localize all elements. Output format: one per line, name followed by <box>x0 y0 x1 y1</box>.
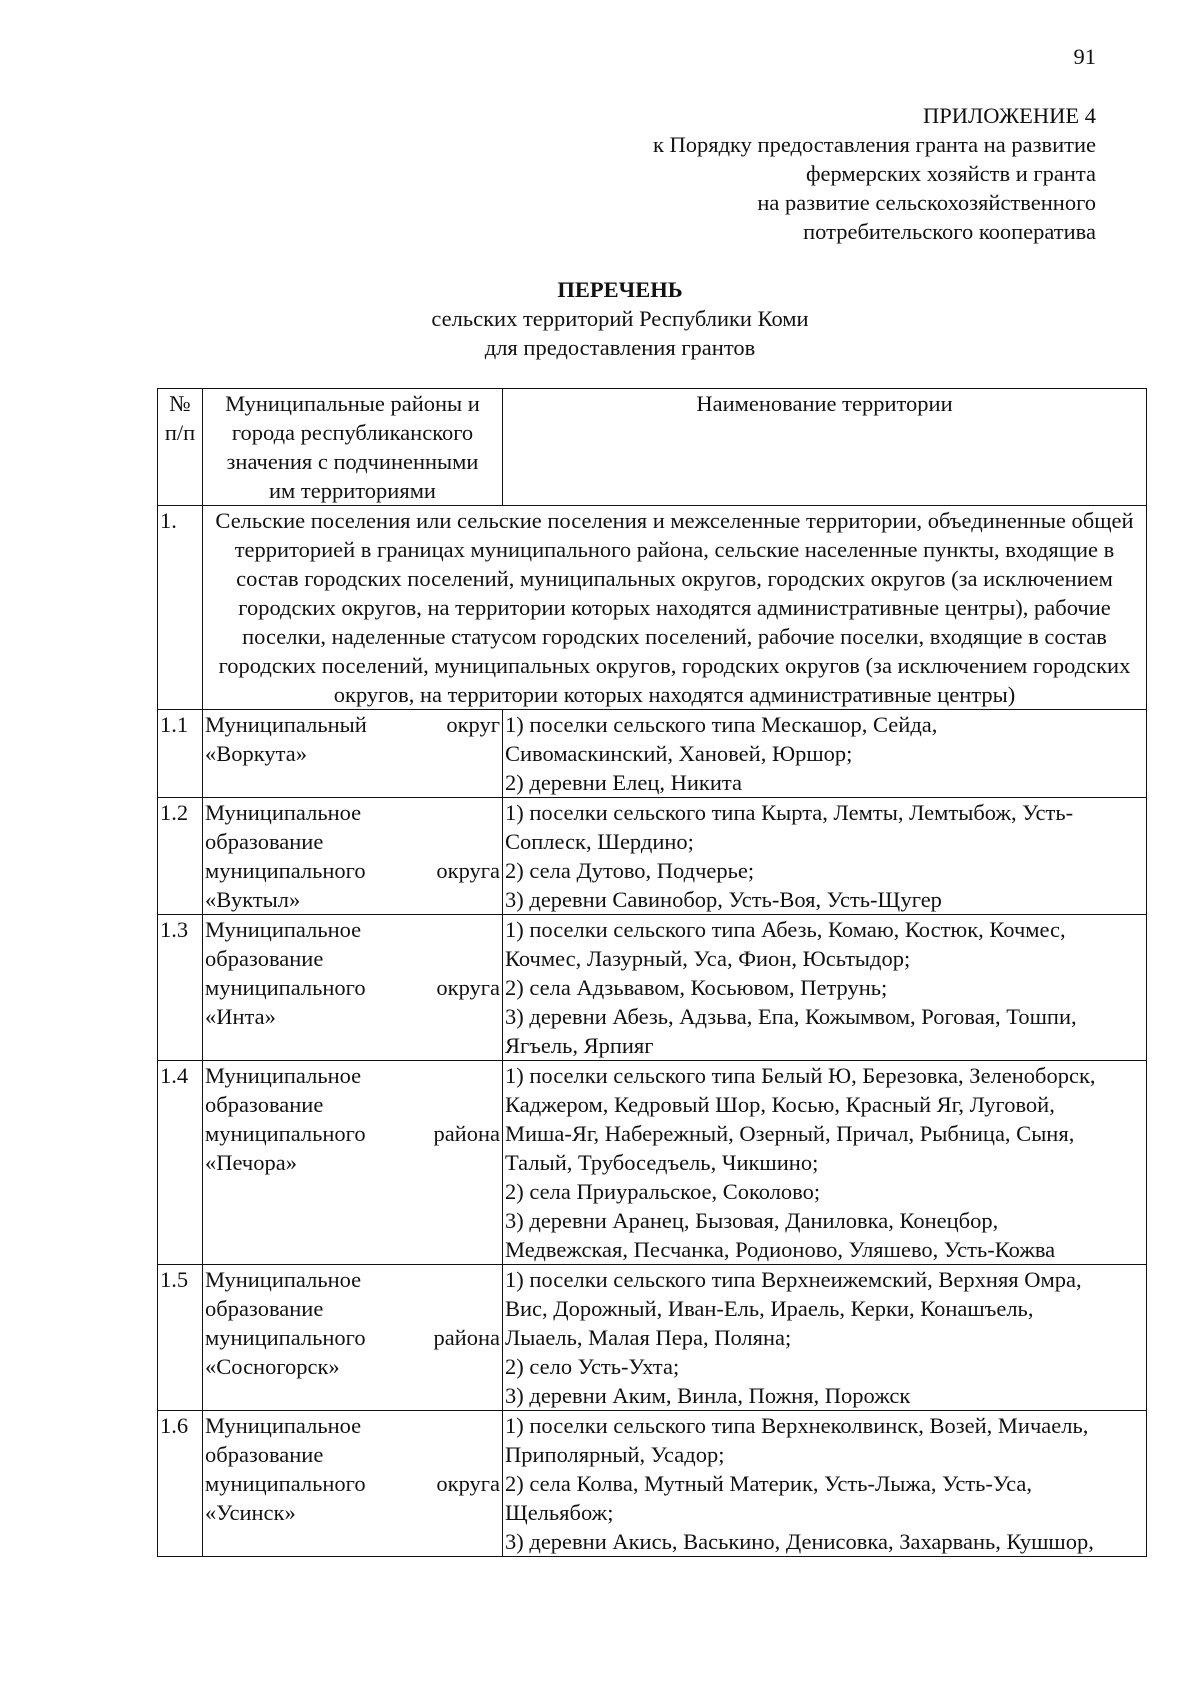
municipality-line <box>205 1119 500 1148</box>
row-number: 1.3 <box>158 915 203 1061</box>
municipality-line <box>205 1411 500 1440</box>
territory-line: Миша-Яг, Набережный, Озерный, Причал, Рыбница, Сыня, <box>505 1121 1075 1146</box>
territory-line: Талый, Трубоседъель, Чикшино; <box>505 1150 819 1175</box>
appendix-block <box>536 101 1096 246</box>
municipality-line <box>205 710 500 739</box>
municipality-text: образование <box>205 1092 324 1117</box>
row-number: 1.5 <box>158 1265 203 1411</box>
municipality-line <box>205 827 500 856</box>
territory-line: 1) поселки сельского типа Абезь, Комаю, Костюк, Кочмес, <box>505 917 1066 942</box>
municipality-line <box>205 973 500 1002</box>
appendix-title: ПРИЛОЖЕНИЕ 4 <box>923 103 1096 128</box>
municipality-text: образование <box>205 829 324 854</box>
header-number <box>158 389 203 506</box>
territory-line: 2) село Усть-Ухта; <box>505 1354 680 1379</box>
territory-cell <box>503 915 1147 1061</box>
municipality-text: «Вуктыл» <box>205 887 301 912</box>
municipality-line <box>205 1148 500 1177</box>
header-territory: Наименование территории <box>503 389 1147 506</box>
municipality-line <box>205 1323 500 1352</box>
section-description: Сельские поселения или сельские поселения и межселенные территории, объединенные общей территорией в границах муниципального района, сельские населенные пункты, входящие в состав городских поселений, муниципальных округов, городских округов (за исключением городских округов, на территории которых находятся административные центры), рабочие поселки, наделенные статусом городских поселений, рабочие поселки, входящие в состав городских поселений, муниципальных округов, городских округов (за исключением городских округов, на территории которых находятся административные центры) <box>203 506 1147 710</box>
header-municipality <box>203 389 503 506</box>
territory-line: Медвежская, Песчанка, Родионово, Уляшево, Усть-Кожва <box>505 1237 1056 1262</box>
territory-line: 3) деревни Аким, Винла, Пожня, Порожск <box>505 1383 911 1408</box>
municipality-text: Муниципальное <box>205 800 362 825</box>
municipality-line <box>205 1469 500 1498</box>
table-row <box>158 798 1147 915</box>
document-subtitle-line: сельских территорий Республики Коми <box>431 306 809 331</box>
municipality-text: Муниципальный <box>205 712 367 737</box>
territory-line: Приполярный, Усадор; <box>505 1442 725 1467</box>
row-number: 1.6 <box>158 1411 203 1557</box>
header-number-line: п/п <box>164 420 196 445</box>
municipality-line <box>205 944 500 973</box>
municipality-text: образование <box>205 946 324 971</box>
territory-line: Щельябож; <box>505 1500 614 1525</box>
municipality-text: муниципального <box>205 1325 366 1350</box>
document-subtitle-line: для предоставления грантов <box>484 335 756 360</box>
territory-line: 1) поселки сельского типа Верхнеколвинск, Возей, Мичаель, <box>505 1413 1089 1438</box>
territory-cell <box>503 1061 1147 1265</box>
territory-line: 2) села Колва, Мутный Материк, Усть-Лыжа, Усть-Уса, <box>505 1471 1033 1496</box>
municipality-line <box>205 798 500 827</box>
territory-line: Сивомаскинский, Хановей, Юршор; <box>505 741 853 766</box>
municipality-line <box>205 1061 500 1090</box>
municipality-text: Муниципальное <box>205 1267 362 1292</box>
municipality-line <box>205 856 500 885</box>
municipality-cell <box>203 915 503 1061</box>
header-municipality-line: им территориями <box>269 478 436 503</box>
municipality-line <box>205 739 500 768</box>
appendix-line: потребительского кооператива <box>803 219 1096 244</box>
municipality-text: муниципального <box>205 858 366 883</box>
municipality-type: округ <box>446 712 500 737</box>
territory-line: Кочмес, Лазурный, Уса, Фион, Юсьтыдор; <box>505 946 911 971</box>
territory-line: 1) поселки сельского типа Верхнеижемский, Верхняя Омра, <box>505 1267 1082 1292</box>
header-municipality-line: Муниципальные районы и <box>225 391 480 416</box>
row-number: 1.2 <box>158 798 203 915</box>
municipality-type: района <box>433 1325 500 1350</box>
appendix-line: фермерских хозяйств и гранта <box>805 161 1096 186</box>
municipality-cell <box>203 1061 503 1265</box>
territory-line: 2) села Адзьвавом, Косьювом, Петрунь; <box>505 975 888 1000</box>
municipality-text: «Усинск» <box>205 1500 296 1525</box>
territory-line: 2) села Дутово, Подчерье; <box>505 858 755 883</box>
municipality-line <box>205 885 500 914</box>
municipality-cell <box>203 710 503 798</box>
municipality-type: округа <box>436 858 500 883</box>
municipality-line <box>205 1265 500 1294</box>
municipality-text: «Печора» <box>205 1150 297 1175</box>
municipality-text: «Сосногорск» <box>205 1354 340 1379</box>
row-number: 1.4 <box>158 1061 203 1265</box>
municipality-type: округа <box>436 975 500 1000</box>
municipality-text: Муниципальное <box>205 1063 362 1088</box>
territory-line: 2) деревни Елец, Никита <box>505 770 742 795</box>
municipality-line <box>205 1294 500 1323</box>
territory-line: 3) деревни Акись, Васькино, Денисовка, Захарвань, Кушшор, <box>505 1529 1094 1554</box>
territory-line: 2) села Приуральское, Соколово; <box>505 1179 821 1204</box>
municipality-text: муниципального <box>205 1471 366 1496</box>
row-number: 1.1 <box>158 710 203 798</box>
territory-table <box>157 388 1147 1557</box>
territory-line: 3) деревни Аранец, Бызовая, Даниловка, Конецбор, <box>505 1208 999 1233</box>
municipality-cell <box>203 1265 503 1411</box>
municipality-cell <box>203 798 503 915</box>
page-number: 91 <box>1073 44 1096 69</box>
territory-cell <box>503 1265 1147 1411</box>
table-row <box>158 1061 1147 1265</box>
municipality-line <box>205 1002 500 1031</box>
territory-line: Соплеск, Шердино; <box>505 829 694 854</box>
header-municipality-line: значения с подчиненными <box>226 449 479 474</box>
municipality-line <box>205 1498 500 1527</box>
document-heading <box>0 275 1200 362</box>
territory-line: 1) поселки сельского типа Мескашор, Сейда, <box>505 712 938 737</box>
header-municipality-line: города республиканского <box>231 420 474 445</box>
territory-line: 1) поселки сельского типа Белый Ю, Березовка, Зеленоборск, <box>505 1063 1096 1088</box>
territory-cell <box>503 798 1147 915</box>
municipality-line <box>205 1440 500 1469</box>
municipality-text: «Воркута» <box>205 741 307 766</box>
municipality-line <box>205 1352 500 1381</box>
header-number-line: № <box>169 391 191 416</box>
table-row <box>158 710 1147 798</box>
section-number: 1. <box>158 506 203 710</box>
municipality-text: образование <box>205 1296 324 1321</box>
municipality-line <box>205 915 500 944</box>
municipality-text: муниципального <box>205 1121 366 1146</box>
territory-line: Вис, Дорожный, Иван-Ель, Ираель, Керки, Конашъель, <box>505 1296 1034 1321</box>
section-row <box>158 506 1147 710</box>
document-title: ПЕРЕЧЕНЬ <box>557 277 683 302</box>
municipality-type: округа <box>436 1471 500 1496</box>
municipality-text: «Инта» <box>205 1004 276 1029</box>
table-row <box>158 915 1147 1061</box>
territory-cell <box>503 710 1147 798</box>
territory-line: 3) деревни Абезь, Адзьва, Епа, Кожымвом, Роговая, Тошпи, <box>505 1004 1077 1029</box>
municipality-text: образование <box>205 1442 324 1467</box>
table-header-row <box>158 389 1147 506</box>
municipality-cell <box>203 1411 503 1557</box>
territory-line: Каджером, Кедровый Шор, Косью, Красный Яг, Луговой, <box>505 1092 1055 1117</box>
municipality-text: Муниципальное <box>205 1413 362 1438</box>
municipality-text: Муниципальное <box>205 917 362 942</box>
territory-line: 1) поселки сельского типа Кырта, Лемты, Лемтыбож, Усть- <box>505 800 1074 825</box>
table-row <box>158 1411 1147 1557</box>
municipality-text: муниципального <box>205 975 366 1000</box>
territory-cell <box>503 1411 1147 1557</box>
table-row <box>158 1265 1147 1411</box>
appendix-line: на развитие сельскохозяйственного <box>757 190 1096 215</box>
municipality-type: района <box>433 1121 500 1146</box>
territory-line: Ягъель, Ярпияг <box>505 1033 654 1058</box>
municipality-line <box>205 1090 500 1119</box>
territory-line: 3) деревни Савинобор, Усть-Воя, Усть-Щугер <box>505 887 942 912</box>
territory-line: Лыаель, Малая Пера, Поляна; <box>505 1325 792 1350</box>
appendix-line: к Порядку предоставления гранта на развитие <box>652 132 1096 157</box>
